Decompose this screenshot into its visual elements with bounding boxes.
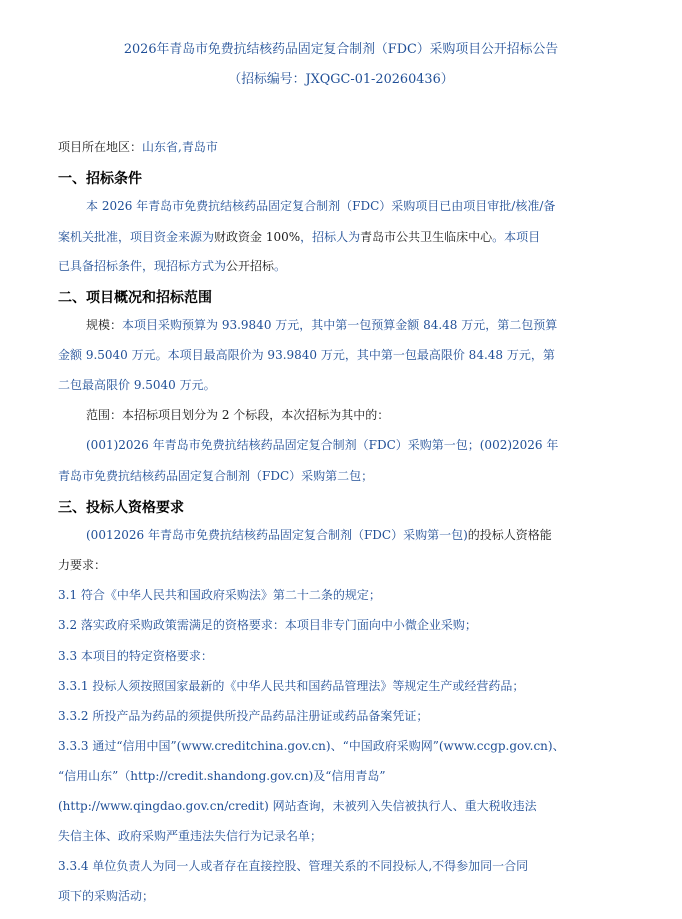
req-3-3-3-c: (http://www.qingdao.gov.cn/credit) 网站查询，未被列入失信被执行人、重大税收违法 (58, 799, 537, 813)
tenderer-name: 青岛市公共卫生临床中心 (360, 230, 493, 244)
s2-line-2: 金额 9.5040 万元。本项目最高限价为 93.9840 万元，其中第一包最高限价 84.48 万元，第 (58, 348, 555, 362)
page-title: 2026年青岛市免费抗结核药品固定复合制剂（FDC）采购项目公开招标公告 (123, 42, 559, 57)
bid-number: （招标编号：JXQGC-01-20260436） (228, 72, 454, 87)
s1-l3-a: 已具备招标条件，现招标方式为 (58, 259, 227, 273)
location-value: 山东省,青岛市 (142, 140, 218, 154)
req-3-3-3-b: “信用山东”（http://credit.shandong.gov.cn)及“信用青岛” (58, 769, 386, 783)
scale-label: 规模： (86, 318, 123, 332)
lots-line-2: 青岛市免费抗结核药品固定复合制剂（FDC）采购第二包； (58, 469, 374, 483)
project-location (58, 139, 218, 155)
section-1-heading: 一、招标条件 (58, 171, 142, 187)
s3-lot-name: (0012026 年青岛市免费抗结核药品固定复合制剂（FDC）采购第一包) (86, 528, 468, 542)
s1-l2-a: 案机关批准，项目资金来源为 (58, 230, 215, 244)
section-2-heading: 二、项目概况和招标范围 (58, 290, 212, 306)
s1-l2-c: ，招标人为 (300, 230, 361, 244)
req-3-3-2: 3.3.2 所投产品为药品的须提供所投产品药品注册证或药品备案凭证； (58, 709, 429, 723)
funding-source: 财政资金 100% (214, 230, 301, 244)
s1-line-1: 本 2026 年青岛市免费抗结核药品固定复合制剂（FDC）采购项目已由项目审批/核准/备 (86, 199, 556, 213)
req-3-3-4-a: 3.3.4 单位负责人为同一人或者存在直接控股、管理关系的不同投标人,不得参加同一合同 (58, 859, 529, 873)
req-3-3-1: 3.3.1 投标人须按照国家最新的《中华人民共和国药品管理法》等规定生产或经营药品； (58, 679, 525, 693)
location-label: 项目所在地区： (58, 140, 143, 154)
req-3-2: 3.2 落实政府采购政策需满足的资格要求：本项目非专门面向中小微企业采购； (58, 618, 477, 632)
req-3-1: 3.1 符合《中华人民共和国政府采购法》第二十二条的规定； (58, 588, 381, 602)
s3-line-2: 力要求： (58, 558, 107, 572)
s2-line-3: 二包最高限价 9.5040 万元。 (58, 378, 216, 392)
tender-method: 公开招标 (226, 259, 275, 273)
s1-l3-c: 。 (274, 259, 287, 273)
s2-line-1 (86, 317, 557, 333)
section-3-heading: 三、投标人资格要求 (58, 500, 184, 516)
req-3-3-3-d: 失信主体、政府采购严重违法失信行为记录名单； (58, 829, 323, 843)
req-3-3-3-a: 3.3.3 通过“信用中国”(www.creditchina.gov.cn)、“中国政府采购网”(www.ccgp.gov.cn)、 (58, 739, 565, 753)
s3-l1-tail: 的投标人资格能 (467, 528, 552, 542)
scope-line: 范围：本招标项目划分为 2 个标段，本次招标为其中的： (86, 408, 390, 422)
s3-line-1 (86, 527, 552, 543)
s1-l2-e: 。本项目 (492, 230, 541, 244)
s1-line-3 (58, 258, 286, 274)
lots-line-1: (001)2026 年青岛市免费抗结核药品固定复合制剂（FDC）采购第一包；(002)2026 年 (86, 438, 559, 452)
req-3-3-4-b: 项下的采购活动； (58, 889, 155, 903)
s1-line-2 (58, 229, 540, 245)
req-3-3: 3.3 本项目的特定资格要求： (58, 649, 213, 663)
scale-text: 本项目采购预算为 93.9840 万元，其中第一包预算金额 84.48 万元，第二包预算 (122, 318, 558, 332)
